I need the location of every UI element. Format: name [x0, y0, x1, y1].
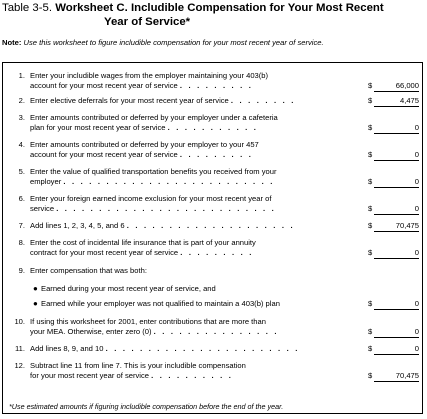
- line-number: 8.: [18, 238, 25, 247]
- currency-symbol: $: [368, 344, 373, 353]
- amount-field[interactable]: 0: [374, 344, 419, 355]
- line-number: 12.: [14, 361, 25, 370]
- line-text: Enter amounts contributed or deferred by your employer to your 457: [30, 140, 259, 149]
- leader-dots: . . . . . . . . .: [179, 150, 254, 159]
- leader-dots: . . . . . . . . . . . . . . . . . . . . . . .: [105, 344, 300, 353]
- table-label: Table 3-5.: [2, 2, 53, 14]
- currency-symbol: $: [368, 248, 373, 257]
- line-number: 1.: [18, 71, 25, 80]
- bullet-icon: ●: [33, 284, 38, 293]
- line-text: your MEA. Otherwise, enter zero (0): [30, 327, 152, 336]
- amount-field[interactable]: 0: [374, 150, 419, 161]
- amount-field[interactable]: 70,475: [374, 371, 419, 382]
- line-text: Enter compensation that was both:: [30, 266, 147, 275]
- currency-symbol: $: [368, 96, 373, 105]
- line-number: 6.: [18, 194, 25, 203]
- amount-field[interactable]: 0: [374, 123, 419, 134]
- amount-field[interactable]: 0: [374, 327, 419, 338]
- line-text: Add lines 1, 2, 3, 4, 5, and 6: [30, 221, 125, 230]
- note-text: Use this worksheet to figure includible compensation for your most recent year of service.: [23, 38, 324, 47]
- line-number: 4.: [18, 140, 25, 149]
- currency-symbol: $: [368, 299, 373, 308]
- line-text: plan for your most recent year of service: [30, 123, 166, 132]
- line-number: 9.: [18, 266, 25, 275]
- worksheet-heading-line2: Year of Service*: [104, 16, 191, 28]
- bullet-icon: ●: [33, 299, 38, 308]
- currency-symbol: $: [368, 177, 373, 186]
- line-text: Add lines 8, 9, and 10: [30, 344, 104, 353]
- line-text: Enter your includible wages from the employer maintaining your 403(b): [30, 71, 269, 80]
- leader-dots: . . . . . . . . . . . . . . .: [153, 327, 279, 336]
- currency-symbol: $: [368, 327, 373, 336]
- line-text: service: [30, 204, 55, 213]
- line-number: 10.: [14, 317, 25, 326]
- leader-dots: . . . . . . . . .: [179, 81, 254, 90]
- worksheet-footnote: *Use estimated amounts if figuring includible compensation before the end of the year.: [9, 402, 284, 411]
- line-number: 7.: [18, 221, 25, 230]
- line-text: Enter the value of qualified transportation benefits you received from your: [30, 167, 277, 176]
- amount-field[interactable]: 0: [374, 299, 419, 310]
- line-text: Enter your foreign earned income exclusion for your most recent year of: [30, 194, 272, 203]
- line-text: account for your most recent year of service: [30, 150, 178, 159]
- leader-dots: . . . . . . . . . . . . . . . . . . . . . . . . .: [63, 177, 275, 186]
- line-text: Enter elective deferrals for your most recent year of service: [30, 96, 229, 105]
- line-text: Enter the cost of incidental life insurance that is part of your annuity: [30, 238, 256, 247]
- currency-symbol: $: [368, 221, 373, 230]
- currency-symbol: $: [368, 371, 373, 380]
- worksheet-title: [2, 1, 422, 15]
- leader-dots: . . . . . . . .: [230, 96, 296, 105]
- line-number: 11.: [15, 344, 25, 353]
- currency-symbol: $: [368, 123, 373, 132]
- note-label: Note:: [2, 38, 22, 47]
- worksheet-box: [2, 62, 423, 414]
- line-text: account for your most recent year of service: [30, 81, 178, 90]
- line-text: contract for your most recent year of service: [30, 248, 179, 257]
- line-text: Earned during your most recent year of service, and: [41, 284, 216, 293]
- line-text: Enter amounts contributed or deferred by your employer under a cafeteria: [30, 113, 278, 122]
- amount-field[interactable]: 4,475: [374, 96, 419, 107]
- leader-dots: . . . . . . . . . . . . . . . . . . . .: [126, 221, 295, 230]
- worksheet-note: [2, 38, 420, 48]
- leader-dots: . . . . . . . . . . . . . . . . . . . . . . . . . .: [56, 204, 276, 213]
- line-text: employer: [30, 177, 62, 186]
- line-number: 2.: [18, 96, 25, 105]
- amount-field[interactable]: 0: [374, 204, 419, 215]
- leader-dots: . . . . . . . . .: [180, 248, 254, 257]
- amount-field[interactable]: 0: [374, 177, 419, 188]
- amount-field[interactable]: 70,475: [374, 221, 419, 232]
- line-text: for your most recent year of service: [30, 371, 150, 380]
- currency-symbol: $: [368, 204, 373, 213]
- currency-symbol: $: [368, 150, 373, 159]
- leader-dots: . . . . . . . . . .: [151, 371, 234, 380]
- line-text: Subtract line 11 from line 7. This is your includible compensation: [30, 361, 246, 370]
- line-text: If using this worksheet for 2001, enter contributions that are more than: [30, 317, 266, 326]
- line-number: 3.: [18, 113, 25, 122]
- line-number: 5.: [18, 167, 25, 176]
- amount-field[interactable]: 0: [374, 248, 419, 259]
- leader-dots: . . . . . . . . . . .: [167, 123, 259, 132]
- currency-symbol: $: [368, 81, 373, 90]
- line-text: Earned while your employer was not qualified to maintain a 403(b) plan: [41, 299, 280, 308]
- amount-field[interactable]: 66,000: [374, 81, 419, 92]
- worksheet-heading-line1: Worksheet C. Includible Compensation for Your Most Recent: [55, 2, 384, 14]
